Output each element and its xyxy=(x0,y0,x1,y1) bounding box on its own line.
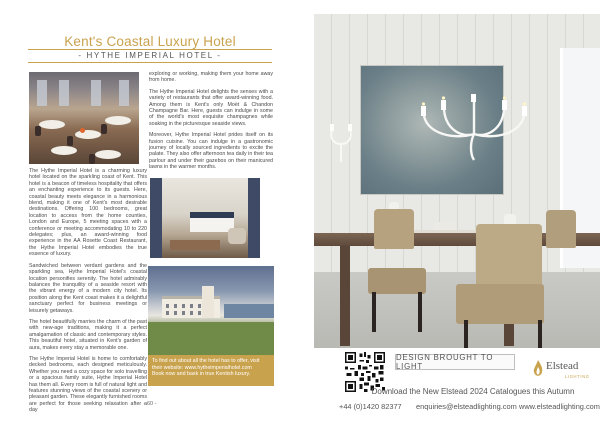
phone-number[interactable]: +44 (0)1420 82377 xyxy=(339,402,402,411)
qr-code-icon[interactable] xyxy=(345,352,385,392)
hotel-exterior-photo xyxy=(148,266,274,356)
article-paragraph: Moreover, Hythe Imperial Hotel prides itself on its fusion cuisine. You can indulge in a gastronomic journey of locally sourced ingredients to excite the palate. They also offer afternoon tea daily in their tea parlour and under their gazebos on their manicured lawns in the warmer months. xyxy=(149,132,273,171)
wall-sconce-icon xyxy=(326,122,356,162)
bedroom-photo xyxy=(150,178,260,258)
website-link[interactable]: www.elsteadlighting.com xyxy=(519,402,600,411)
flame-logo-icon xyxy=(532,360,544,380)
caption-box xyxy=(148,355,274,386)
advert-heading: DESIGN BROUGHT TO LIGHT xyxy=(395,354,515,370)
brand-tagline: LIGHTING xyxy=(565,374,590,379)
advert-photo xyxy=(314,14,600,348)
article-column-right xyxy=(149,71,273,176)
email-link[interactable]: enquiries@elsteadlighting.com xyxy=(416,402,517,411)
download-line: Download the New Elstead 2024 Catalogues this Autumn xyxy=(371,387,575,396)
article-column-left xyxy=(29,168,147,419)
article-subtitle: - HYTHE IMPERIAL HOTEL - xyxy=(78,51,222,60)
brand-name: Elstead xyxy=(546,360,579,372)
article-paragraph: Sandwiched between verdant gardens and the sparkling sea, Hythe Imperial Hotel's coastal location personifies serenity. The hotel admirably balances the tranquility of a seaside resort with the vibrant energy of a modern city hotel. Its position along the Kent coast makes it a delightful sanctuary perfect for business meetings or leisurely getaways. xyxy=(29,262,147,314)
article-paragraph: The hotel beautifully marries the charm of the past with new-age traditions, making it a perfect amalgamation of classic and contemporary styles. This beautiful hotel, situated in Kent's garden of aura, makes every stay a memorable one. xyxy=(29,318,147,351)
subtitle-rule-top xyxy=(28,49,272,50)
caption-line: Book now and bask in true Kentish luxury. xyxy=(152,371,251,378)
contact-bar xyxy=(316,402,600,412)
article-paragraph: exploring or working, making them your home away from home. xyxy=(149,71,273,84)
article-paragraph: The Hythe Imperial Hotel is a charming luxury hotel located on the sparkling coast of Kent. This hotel is a beacon of timeless hospitality that offers an enchanting experience to its guests. Here, coastal beauty meets elegance in a harmonious blend, making it one of Kent's most desirable destinations. Offering 100 bedrooms, great location to access from the home counties, London and Europe, 5 meeting spaces with a conference or meeting accommodating 10 to 220 delegates; plus, an award-winning food experience in the AA Rosette Coast Restaurant, the Hythe Imperial Hotel embodies the true essence of luxury. xyxy=(29,168,147,258)
article-paragraph: The Hythe Imperial Hotel delights the senses with a variety of restaurants that offer award-winning food. Among them is Kent's only Moët & Chandon Champagne Bar. Here, guests can indulge in some of the world's most exquisite champagnes while soaking in the picturesque seaside views. xyxy=(149,88,273,127)
elstead-logo[interactable] xyxy=(532,359,598,383)
restaurant-photo xyxy=(29,72,139,164)
article-paragraph: The Hythe Imperial Hotel is home to comfortably decked bedrooms, each designed meticulously. Whether you need a cozy space for solo travelling or a spacious family suite, Hythe Imperial Hotel has them all. Every room is full of natural light and features stunning views of the coastal scenery or pleasant garden. These elegantly furnished rooms are perfect for those seeking relaxation after a day xyxy=(29,355,147,414)
caption-line: their website: www.hytheimperialhotel.com xyxy=(152,364,252,371)
chandelier-icon xyxy=(414,94,534,164)
article-title: Kent's Coastal Luxury Hotel xyxy=(64,34,236,49)
page-number: - 60 - xyxy=(143,401,157,407)
subtitle-rule-bottom xyxy=(28,62,272,63)
caption-line: To find out about all the hotel has to offer, visit xyxy=(152,358,260,364)
